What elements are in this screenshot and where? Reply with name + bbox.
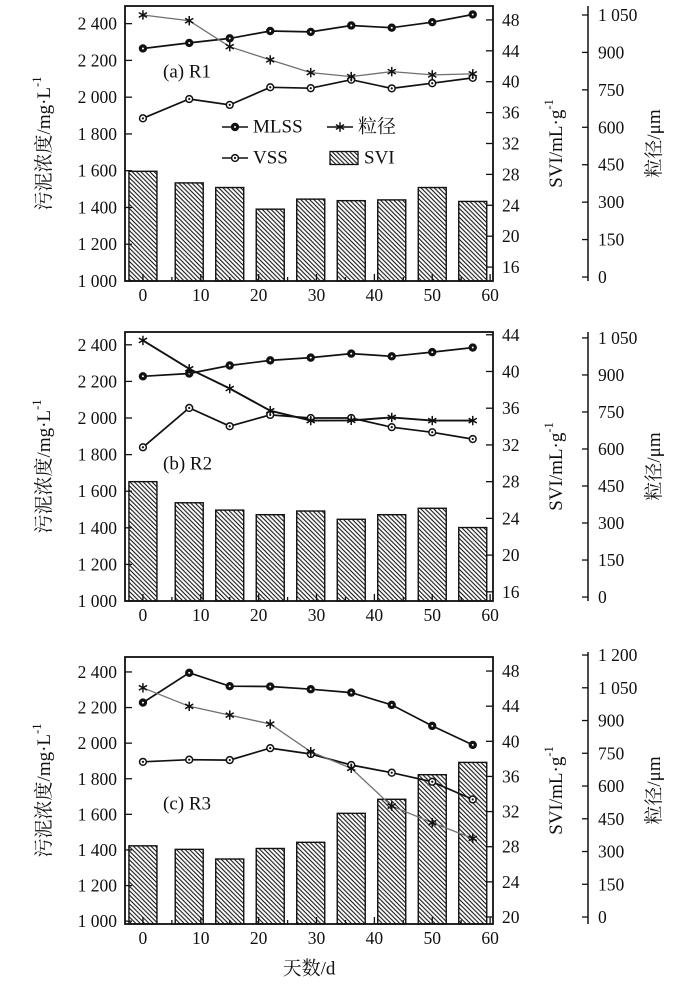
vss-marker-dot (472, 798, 474, 800)
r2-svi-tick-label: 20 (502, 545, 520, 566)
r1-panel-label: (a) R1 (163, 61, 212, 83)
r3-x-tick-label: 10 (192, 928, 210, 948)
mlss-marker-dot (142, 47, 144, 49)
r3-x-tick-label: 20 (249, 928, 268, 948)
r2-svi-bar (216, 510, 244, 601)
vss-marker-dot (310, 87, 312, 89)
r1-x-tick-label: 20 (249, 285, 268, 305)
mlss-marker-dot (391, 27, 393, 29)
x-axis-title: 天数/d (282, 958, 336, 980)
r2-panel-label: (b) R2 (163, 453, 213, 475)
r1-svi-tick-label: 48 (502, 9, 520, 30)
r2-svi-tick-label: 32 (502, 434, 520, 455)
r3-x-tick-label: 60 (481, 928, 499, 948)
r2-svi-bars (129, 482, 487, 601)
r2-svi-bar (418, 508, 446, 601)
r3-svi-bars (129, 762, 487, 924)
r2-left-axis-title: 污泥浓度$/mg\cdot L^{-1}$ (30, 399, 55, 534)
r3-svi-tick-label: 20 (502, 906, 520, 927)
r1-size-tick-label: 0 (598, 267, 607, 288)
size-asterisk-marker (226, 384, 234, 393)
r1-left-tick-label: 1 600 (77, 160, 117, 181)
r2-size-tick-label: 0 (598, 587, 607, 608)
mlss-marker-dot (310, 357, 312, 359)
r2-svi-bar (175, 503, 203, 601)
panel-r1 (30, 5, 665, 305)
r2-size-tick-label: 750 (598, 401, 625, 422)
r2-svi-tick-label: 40 (502, 361, 520, 382)
r2-size-tick-label: 1 050 (598, 327, 638, 348)
mlss-marker-dot (188, 672, 190, 674)
r1-svi-tick-label: 24 (502, 195, 520, 216)
r2-svi-bar (459, 528, 487, 601)
r1-left-tick-label: 1 400 (77, 197, 117, 218)
r1-svi-bar (459, 201, 487, 281)
r2-size-tick-label: 300 (598, 513, 625, 534)
r2-x-tick-label: 0 (138, 605, 148, 625)
mlss-marker-dot (431, 351, 433, 353)
r3-svi-bar (216, 859, 244, 924)
r2-size-tick-label: 150 (598, 550, 625, 571)
r3-x-tick-label: 50 (423, 928, 441, 948)
legend-svi-swatch (330, 152, 358, 165)
r1-svi-tick-label: 20 (502, 226, 520, 247)
panel-r3 (30, 645, 665, 979)
r3-left-tick-label: 1 800 (77, 768, 117, 789)
r3-size-tick-label: 150 (598, 874, 625, 895)
r2-x-tick-label: 50 (423, 605, 441, 625)
r2-left-tick-label: 2 000 (77, 408, 117, 429)
r3-size-tick-label: 450 (598, 808, 625, 829)
r3-svi-tick-label: 44 (502, 696, 520, 717)
legend-item-mlss (222, 117, 303, 138)
r2-x-tick-label: 60 (481, 605, 499, 625)
r1-size-axis-title: 粒径/μm (643, 109, 665, 178)
r1-x-tick-label: 30 (307, 285, 326, 305)
r1-x-tick-label: 0 (138, 285, 148, 305)
r3-left-tick-label: 2 400 (77, 661, 117, 682)
r2-svi-bar (129, 482, 157, 601)
r2-left-tick-label: 2 200 (77, 371, 117, 392)
r2-vss-markers (140, 405, 477, 451)
r3-left-tick-label: 2 000 (77, 733, 117, 754)
r3-svi-tick-label: 32 (502, 801, 520, 822)
r1-left-tick-label: 2 000 (77, 87, 117, 108)
r1-left-tick-label: 1 800 (77, 123, 117, 144)
mlss-marker-dot (188, 42, 190, 44)
vss-marker-dot (234, 157, 236, 159)
mlss-marker-dot (472, 347, 474, 349)
r3-svi-tick-label: 40 (502, 731, 520, 752)
mlss-marker-dot (269, 686, 271, 688)
mlss-marker-dot (310, 688, 312, 690)
r1-left-tick-label: 1 200 (77, 234, 117, 255)
r2-x-tick-label: 20 (249, 605, 268, 625)
r1-left-tick-label: 1 000 (77, 271, 117, 291)
r2-svi-tick-label: 24 (502, 508, 520, 529)
legend-label: SVI (364, 147, 395, 169)
r2-svi-bar (378, 515, 406, 601)
r2-svi-tick-label: 36 (502, 398, 520, 419)
size-asterisk-marker (139, 336, 147, 345)
r3-svi-tick-label: 36 (502, 766, 520, 787)
r1-size-tick-label: 600 (598, 117, 625, 138)
r3-size-tick-label: 600 (598, 776, 625, 797)
r1-size-tick-label: 450 (598, 154, 625, 175)
mlss-marker-dot (269, 30, 271, 32)
r3-svi-tick-label: 28 (502, 836, 520, 857)
legend-item-vss (222, 148, 288, 169)
vss-marker-dot (391, 87, 393, 89)
r2-size-tick-label: 600 (598, 438, 625, 459)
r1-size-tick-label: 300 (598, 192, 625, 213)
r1-x-tick-label: 60 (481, 285, 499, 305)
r3-size-tick-label: 1 050 (598, 677, 638, 698)
r2-x-tick-label: 10 (192, 605, 210, 625)
legend-label: VSS (253, 147, 288, 169)
r1-size-tick-label: 150 (598, 229, 625, 250)
r2-x-tick-label: 30 (307, 605, 326, 625)
r3-svi-bar (459, 762, 487, 924)
vss-marker-dot (188, 407, 190, 409)
r3-size-tick-label: 1 200 (598, 645, 638, 666)
r1-size-tick-label: 1 050 (598, 4, 638, 25)
r1-svi-bar (297, 199, 325, 281)
r1-svi-bar (378, 200, 406, 281)
mlss-marker-dot (472, 744, 474, 746)
r1-x-tick-label: 10 (192, 285, 210, 305)
r2-vss-line (143, 408, 473, 447)
r2-svi-tick-label: 28 (502, 471, 520, 492)
r1-left-tick-label: 2 200 (77, 50, 117, 71)
r3-left-tick-label: 1 000 (77, 911, 117, 932)
r1-svi-tick-label: 32 (502, 133, 520, 154)
vss-marker-dot (188, 759, 190, 761)
r1-svi-axis-title: SVI/$mL\cdot g^{-1}$ (542, 99, 567, 188)
r2-left-tick-label: 1 400 (77, 517, 117, 538)
mlss-marker-dot (229, 364, 231, 366)
r3-size-tick-label: 300 (598, 841, 625, 862)
vss-marker-dot (142, 446, 144, 448)
mlss-marker-dot (229, 685, 231, 687)
vss-marker-dot (229, 759, 231, 761)
vss-marker-dot (229, 425, 231, 427)
size-asterisk-marker (266, 55, 274, 64)
mlss-marker-dot (269, 359, 271, 361)
r2-left-tick-label: 1 000 (77, 591, 117, 611)
r3-svi-bar (297, 842, 325, 924)
r2-left-tick-label: 1 200 (77, 554, 117, 575)
panel-r2 (30, 325, 665, 625)
mlss-marker-dot (391, 355, 393, 357)
vss-marker-dot (431, 781, 433, 783)
r1-left-axis-title: 污泥浓度$/mg\cdot L^{-1}$ (30, 76, 55, 211)
r2-svi-bar (256, 515, 284, 601)
r1-svi-tick-label: 36 (502, 102, 520, 123)
r2-left-tick-label: 1 600 (77, 481, 117, 502)
r1-svi-bar (337, 201, 365, 281)
vss-marker-dot (269, 86, 271, 88)
mlss-marker-dot (234, 126, 236, 128)
vss-marker-dot (391, 426, 393, 428)
r2-svi-bar (337, 519, 365, 601)
mlss-marker-dot (350, 24, 352, 26)
r3-left-tick-label: 1 200 (77, 875, 117, 896)
r3-size-axis-title: 粒径/μm (643, 756, 665, 825)
r2-x-tick-label: 40 (365, 605, 384, 625)
r1-x-tick-label: 50 (423, 285, 441, 305)
mlss-marker-dot (391, 704, 393, 706)
r3-x-tick-label: 40 (365, 928, 384, 948)
r1-svi-bars (129, 171, 487, 281)
r3-left-axis-title: 污泥浓度$/mg\cdot L^{-1}$ (30, 723, 55, 858)
r3-svi-tick-label: 48 (502, 661, 520, 682)
r1-svi-bar (129, 171, 157, 281)
r3-svi-bar (418, 775, 446, 924)
vss-marker-dot (431, 431, 433, 433)
r3-x-tick-label: 0 (138, 928, 148, 948)
r1-svi-tick-label: 44 (502, 40, 520, 61)
r1-svi-bar (216, 188, 244, 281)
vss-marker-dot (472, 438, 474, 440)
mlss-marker-dot (310, 31, 312, 33)
r2-size-axis-title: 粒径/μm (643, 432, 665, 501)
r3-svi-bar (337, 813, 365, 924)
r2-svi-tick-label: 44 (502, 324, 520, 345)
r1-svi-tick-label: 16 (502, 257, 520, 278)
vss-marker-dot (391, 772, 393, 774)
r3-svi-axis-title: SVI/$mL\cdot g^{-1}$ (542, 746, 567, 835)
r1-svi-bar (256, 209, 284, 281)
vss-marker-dot (269, 747, 271, 749)
r3-size-tick-label: 900 (598, 710, 625, 731)
r3-panel-label: (c) R3 (163, 793, 212, 815)
legend-item-svi (330, 148, 395, 169)
r2-left-tick-label: 2 400 (77, 334, 117, 355)
r2-size-tick-label: 450 (598, 475, 625, 496)
mlss-marker-dot (472, 13, 474, 15)
r3-x-tick-label: 30 (307, 928, 326, 948)
mlss-marker-dot (350, 692, 352, 694)
r3-size-tick-label: 0 (598, 907, 607, 928)
legend (222, 116, 396, 169)
r3-svi-bar (256, 848, 284, 924)
r2-size-tick-label: 900 (598, 364, 625, 385)
vss-marker-dot (229, 104, 231, 106)
r3-svi-tick-label: 24 (502, 871, 520, 892)
r2-left-tick-label: 1 800 (77, 444, 117, 465)
r1-svi-bar (418, 188, 446, 281)
r2-svi-axis-title: SVI/$mL\cdot g^{-1}$ (542, 422, 567, 511)
mlss-marker-dot (350, 353, 352, 355)
r1-svi-bar (175, 183, 203, 281)
r1-size-tick-label: 750 (598, 79, 625, 100)
size-asterisk-marker (139, 683, 147, 692)
mlss-marker-dot (142, 375, 144, 377)
vss-marker-dot (142, 761, 144, 763)
vss-marker-dot (431, 82, 433, 84)
mlss-marker-dot (431, 21, 433, 23)
r3-left-tick-label: 1 400 (77, 839, 117, 860)
size-asterisk-marker (226, 42, 234, 51)
r3-svi-bar (129, 846, 157, 924)
r3-svi-bar (378, 799, 406, 924)
r1-x-tick-label: 40 (365, 285, 384, 305)
r1-svi-tick-label: 40 (502, 71, 520, 92)
r3-size-tick-label: 750 (598, 743, 625, 764)
r1-size-tick-label: 900 (598, 42, 625, 63)
r3-left-tick-label: 2 200 (77, 697, 117, 718)
r1-left-tick-label: 2 400 (77, 13, 117, 34)
legend-label: 粒径 (358, 116, 397, 138)
r1-svi-tick-label: 28 (502, 164, 520, 185)
r3-svi-bar (175, 849, 203, 924)
r2-svi-tick-label: 16 (502, 581, 520, 602)
mlss-marker-dot (431, 725, 433, 727)
legend-item-粒径 (327, 116, 396, 138)
legend-label: MLSS (253, 116, 303, 138)
r2-mlss-markers (139, 344, 476, 380)
r2-svi-bar (297, 511, 325, 601)
mlss-marker-dot (229, 37, 231, 39)
r3-left-tick-label: 1 600 (77, 804, 117, 825)
vss-marker-dot (142, 117, 144, 119)
mlss-marker-dot (142, 702, 144, 704)
vss-marker-dot (188, 98, 190, 100)
